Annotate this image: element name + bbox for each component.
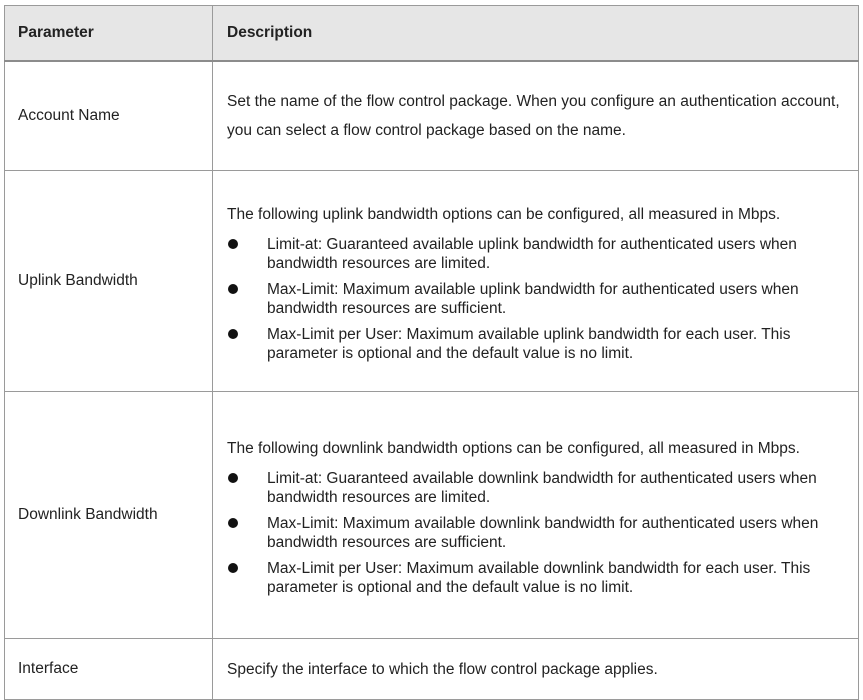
list-item — [227, 514, 850, 552]
desc-downlink-bandwidth — [213, 392, 859, 639]
table-row — [5, 392, 859, 639]
header-parameter: Parameter — [5, 6, 213, 62]
list-item — [227, 235, 850, 273]
list-item — [227, 325, 850, 363]
bullet-icon — [228, 284, 238, 294]
table-row — [5, 171, 859, 392]
header-description: Description — [213, 6, 859, 62]
param-interface: Interface — [5, 639, 213, 700]
list-item — [227, 559, 850, 597]
bullet-icon — [228, 518, 238, 528]
desc-account-name: Set the name of the flow control package. When you configure an authentication account, you can select a flow control package based on the name. — [213, 61, 859, 171]
param-uplink-bandwidth: Uplink Bandwidth — [5, 171, 213, 392]
table-header-row — [5, 6, 859, 62]
list-item — [227, 280, 850, 318]
downlink-option-max-limit: Max-Limit: Maximum available downlink bandwidth for authenticated users when bandwidth resources are sufficient. — [267, 514, 819, 551]
bullet-icon — [228, 563, 238, 573]
desc-interface: Specify the interface to which the flow control package applies. — [213, 639, 859, 700]
table-row — [5, 61, 859, 171]
downlink-intro: The following downlink bandwidth options can be configured, all measured in Mbps. — [227, 439, 800, 457]
parameter-table — [4, 5, 859, 700]
uplink-intro: The following uplink bandwidth options can be configured, all measured in Mbps. — [227, 205, 781, 223]
uplink-option-max-limit: Max-Limit: Maximum available uplink bandwidth for authenticated users when bandwidth resources are sufficient. — [267, 280, 799, 317]
uplink-options-list — [227, 235, 850, 363]
uplink-option-limit-at: Limit-at: Guaranteed available uplink bandwidth for authenticated users when bandwidth resources are limited. — [267, 235, 797, 272]
bullet-icon — [228, 473, 238, 483]
table-row — [5, 639, 859, 700]
downlink-option-limit-at: Limit-at: Guaranteed available downlink bandwidth for authenticated users when bandwidth resources are limited. — [267, 469, 817, 506]
param-downlink-bandwidth: Downlink Bandwidth — [5, 392, 213, 639]
param-account-name: Account Name — [5, 61, 213, 171]
desc-uplink-bandwidth — [213, 171, 859, 392]
uplink-option-max-limit-per-user: Max-Limit per User: Maximum available uplink bandwidth for each user. This parameter is optional and the default value is no limit. — [267, 325, 791, 362]
list-item — [227, 469, 850, 507]
downlink-options-list — [227, 469, 850, 597]
downlink-option-max-limit-per-user: Max-Limit per User: Maximum available downlink bandwidth for each user. This parameter is optional and the default value is no limit. — [267, 559, 811, 596]
bullet-icon — [228, 329, 238, 339]
bullet-icon — [228, 239, 238, 249]
